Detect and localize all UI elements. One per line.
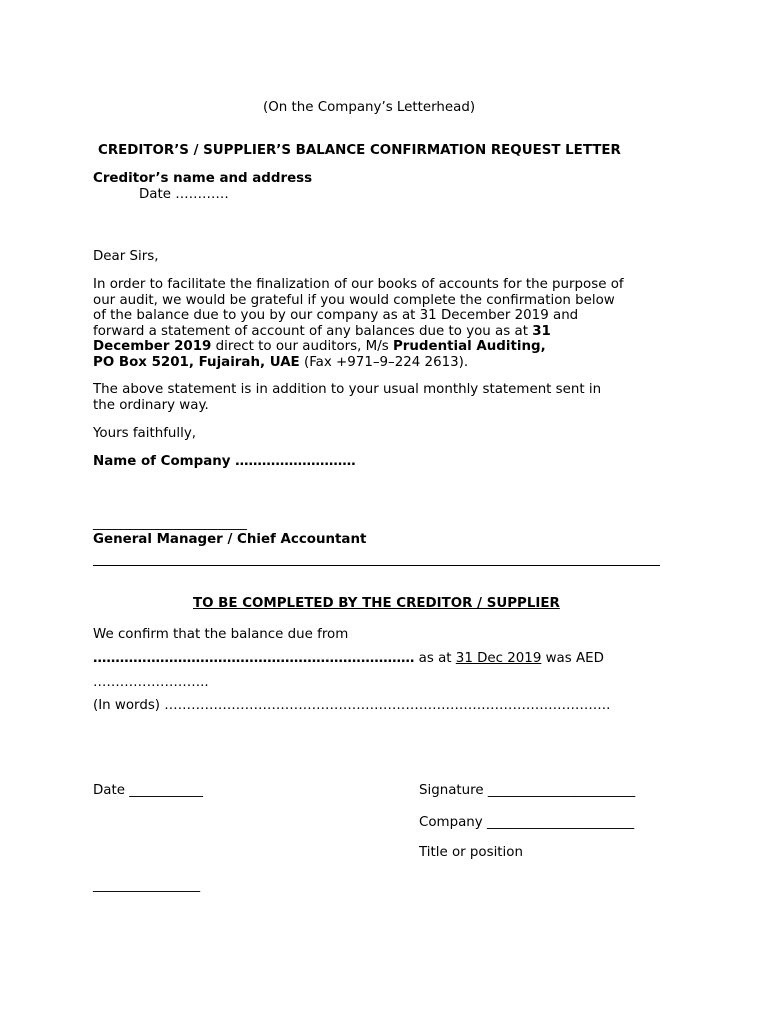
body-line-5-date: December 2019 bbox=[93, 339, 212, 355]
auditor-name: Prudential Auditing, bbox=[392, 339, 546, 355]
bottom-blank: ________________ bbox=[93, 878, 201, 893]
body-line-1: In order to facilitate the finalization of our books of accounts for the purpose of bbox=[93, 277, 624, 292]
salutation: Dear Sirs, bbox=[93, 249, 159, 264]
body-line-4-bold: 31 bbox=[532, 323, 551, 339]
was-aed-text: was AED bbox=[541, 651, 604, 666]
statement-note-line-2: the ordinary way. bbox=[93, 397, 209, 413]
auditor-fax: (Fax +971–9–224 2613). bbox=[299, 354, 469, 370]
letter-title-text: CREDITOR’S / SUPPLIER’S BALANCE CONFIRMATION REQUEST LETTER bbox=[98, 143, 621, 158]
date-line: Date ………… bbox=[139, 187, 229, 202]
signature-field: Signature ______________________ bbox=[419, 783, 636, 798]
title-field: Title or position bbox=[419, 845, 523, 860]
confirmation-date: 31 Dec 2019 bbox=[455, 651, 542, 666]
creditor-label: Creditor’s name and address bbox=[93, 171, 313, 186]
signature-blank: _______________________ bbox=[93, 516, 247, 531]
body-line-5 bbox=[93, 339, 668, 355]
statement-note bbox=[93, 382, 668, 413]
letter-title bbox=[98, 143, 621, 158]
body-paragraph bbox=[93, 277, 668, 371]
letterhead-note: (On the Company’s Letterhead) bbox=[263, 100, 476, 115]
amount-blank: …………………….. bbox=[93, 675, 209, 690]
amount-in-words: (In words) ………………………………………………………………………………………. bbox=[93, 698, 611, 713]
statement-note-line-1: The above statement is in addition to your usual monthly statement sent in bbox=[93, 382, 602, 397]
closing: Yours faithfully, bbox=[93, 426, 197, 441]
body-line-4 bbox=[93, 324, 668, 340]
body-line-5-text: direct to our auditors, M/s bbox=[211, 339, 393, 355]
auditor-address: PO Box 5201, Fujairah, UAE bbox=[93, 354, 300, 370]
section-divider bbox=[93, 565, 660, 566]
signatory-title: General Manager / Chief Accountant bbox=[93, 532, 367, 547]
as-at-text: as at bbox=[414, 651, 456, 666]
debtor-name-blank: ……………………………………………………………… bbox=[93, 651, 415, 666]
date-field: Date ___________ bbox=[93, 783, 203, 798]
body-line-3: of the balance due to you by our company as at 31 December 2019 and bbox=[93, 308, 579, 324]
confirm-line: We confirm that the balance due from bbox=[93, 627, 349, 642]
balance-line bbox=[93, 651, 604, 666]
body-line-2: our audit, we would be grateful if you would complete the confirmation below bbox=[93, 292, 615, 308]
company-name-label: Name of Company ……………………… bbox=[93, 454, 356, 469]
reply-heading: TO BE COMPLETED BY THE CREDITOR / SUPPLIER bbox=[193, 596, 560, 611]
body-line-4-text: forward a statement of account of any balances due to you as at bbox=[93, 323, 533, 339]
company-field: Company ______________________ bbox=[419, 815, 635, 830]
body-line-6 bbox=[93, 355, 668, 371]
